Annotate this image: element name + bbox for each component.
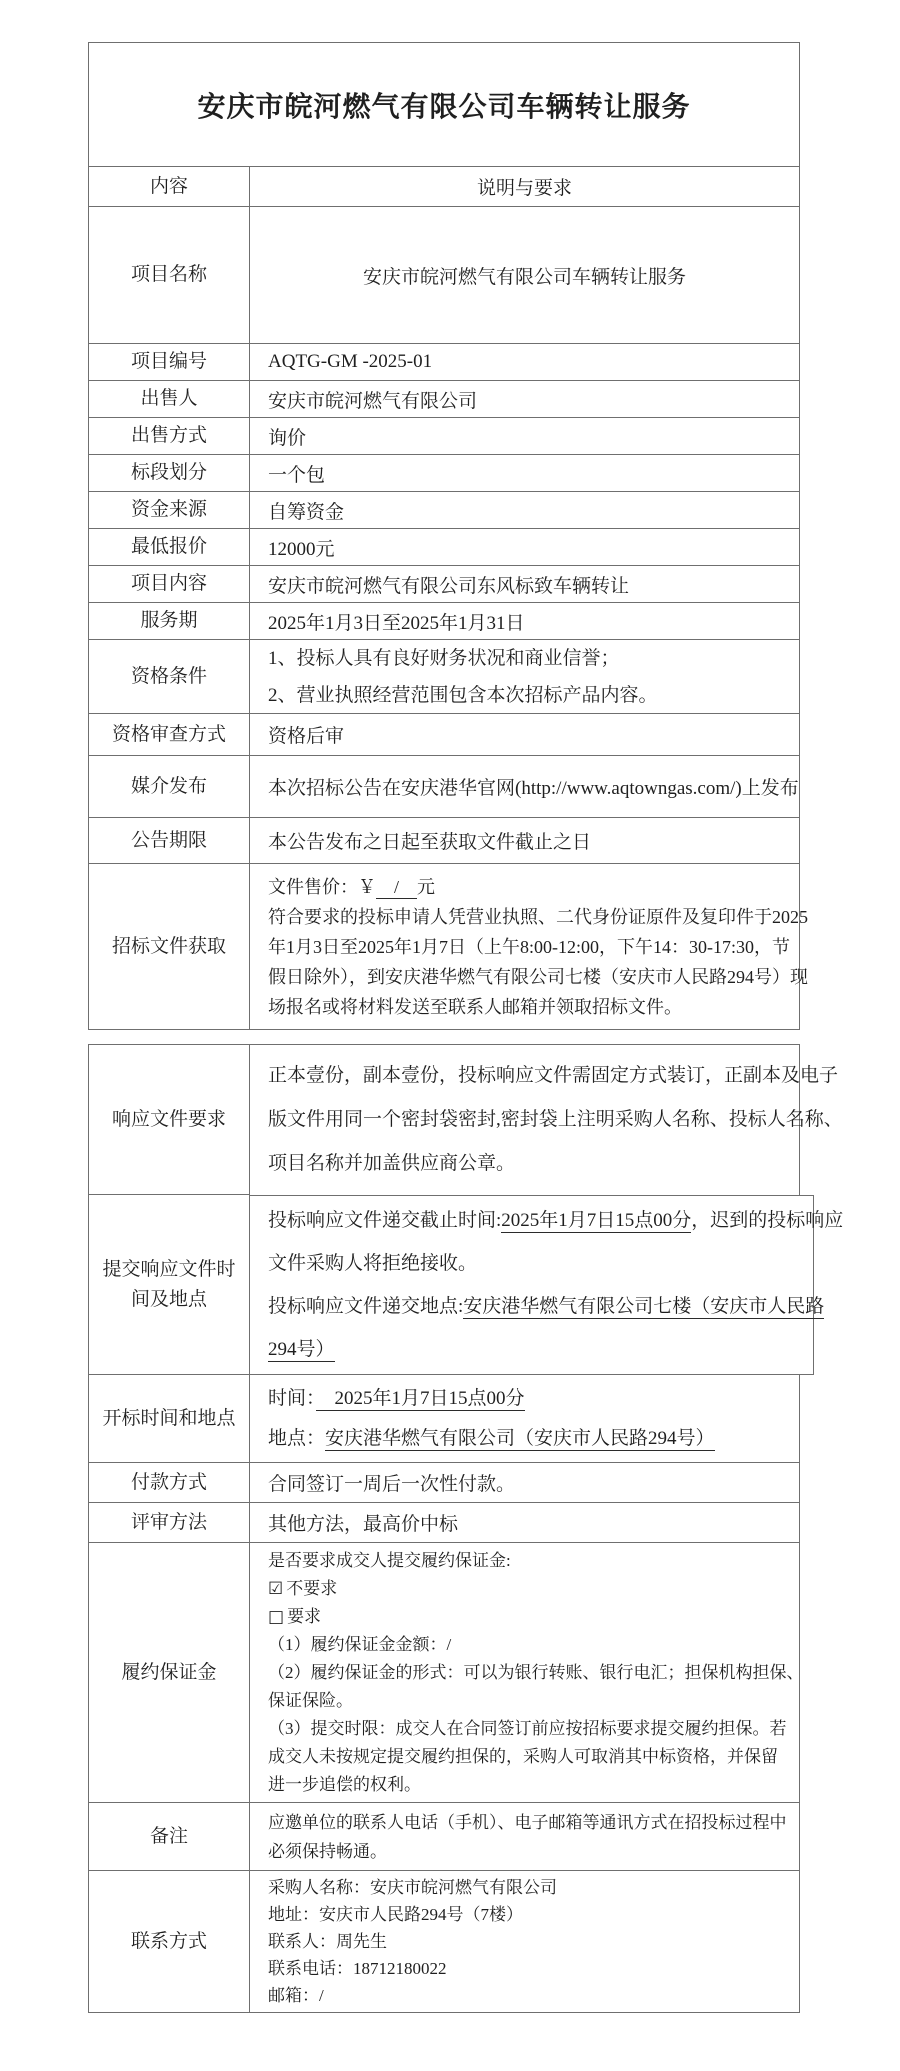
content-line <box>268 460 787 487</box>
line-text: 地址：安庆市人民路294号（7楼） <box>268 1905 523 1924</box>
content-line <box>268 1603 787 1631</box>
row-content <box>250 864 808 1030</box>
row-label: 评审方法 <box>89 1503 250 1543</box>
line-text: 合同签订一周后一次性付款。 <box>268 1474 516 1495</box>
underlined-text: / <box>376 876 418 897</box>
content-line <box>268 1419 787 1459</box>
content-line <box>363 262 686 289</box>
table-row <box>89 818 800 864</box>
content-line <box>268 1874 787 1901</box>
line-text: 场报名或将材料发送至联系人邮箱并领取招标文件。 <box>268 996 682 1017</box>
row-content <box>250 640 800 714</box>
content-line <box>268 1509 787 1536</box>
row-label: 项目内容 <box>89 566 250 603</box>
line-text: 安庆市皖河燃气有限公司车辆转让服务 <box>362 266 686 288</box>
line-text: 不要求 <box>286 1578 338 1598</box>
row-content <box>250 818 800 864</box>
row-label: 提交响应文件时间及地点 <box>89 1195 250 1375</box>
line-text: 符合要求的投标申请人凭营业执照、二代身份证原件及复印件于2025 <box>268 906 808 927</box>
content-line <box>268 1982 787 2009</box>
content-line <box>268 932 790 962</box>
content-line <box>268 1659 804 1687</box>
table-row <box>89 492 800 529</box>
line-text: （1）履约保证金金额：/ <box>268 1634 452 1654</box>
line-text: 本次招标公告在安庆港华官网(http://www.aqtowngas.com/)上发布 <box>268 778 799 799</box>
empty-box-icon: □ <box>268 1606 285 1627</box>
row-content <box>250 455 800 492</box>
table-row <box>89 756 800 818</box>
content-line <box>268 571 787 598</box>
line-text: 联系电话：18712180022 <box>268 1959 447 1978</box>
row-content <box>250 1803 800 1871</box>
row-label: 响应文件要求 <box>89 1045 250 1195</box>
underlined-text: 294号） <box>268 1339 335 1360</box>
line-text: 投标响应文件递交截止时间: <box>268 1210 502 1231</box>
content-line <box>268 386 787 413</box>
line-text: 应邀单位的联系人电话（手机）、电子邮箱等通讯方式在招投标过程中 <box>268 1812 787 1832</box>
content-line <box>268 1928 787 1955</box>
line-text: 文件售价：￥ <box>268 876 376 897</box>
underlined-text: 安庆港华燃气有限公司七楼（安庆市人民路 <box>463 1296 825 1317</box>
content-line <box>268 351 787 373</box>
line-text: 地点： <box>268 1427 326 1449</box>
line-text: 12000元 <box>268 538 335 560</box>
content-line <box>268 1771 787 1799</box>
line-text: 是否要求成交人提交履约保证金: <box>268 1550 511 1570</box>
underlined-text: 2025年1月7日15点00分 <box>315 1387 525 1409</box>
line-text: 说明与要求 <box>476 178 572 199</box>
row-label: 备注 <box>89 1803 250 1871</box>
table-row <box>89 1871 800 2013</box>
table-row <box>89 529 800 566</box>
line-text: 要求 <box>287 1606 322 1626</box>
line-text: 时间： <box>268 1387 316 1409</box>
row-label: 招标文件获取 <box>89 864 250 1030</box>
row-content <box>250 756 800 818</box>
table-row <box>89 864 808 1030</box>
content-line <box>268 534 787 561</box>
table-row <box>89 167 800 207</box>
content-line <box>268 677 787 714</box>
content-line <box>268 1199 844 1242</box>
line-text: 资格后审 <box>268 726 345 747</box>
content-line <box>268 962 808 992</box>
row-content <box>250 1871 800 2013</box>
line-text: 联系人：周先生 <box>268 1932 387 1951</box>
line-text: 必须保持畅通。 <box>268 1841 387 1861</box>
line-text: 版文件用同一个密封袋密封,密封袋上注明采购人名称、投标人名称、 <box>268 1109 843 1130</box>
content-line <box>268 1469 787 1496</box>
row-label: 最低报价 <box>89 529 250 566</box>
row-label: 出售方式 <box>89 418 250 455</box>
table-row <box>89 640 800 714</box>
line-text: 其他方法，最高价中标 <box>268 1514 459 1535</box>
content-line <box>268 1837 787 1866</box>
table-row <box>89 344 800 381</box>
row-label: 资金来源 <box>89 492 250 529</box>
content-line <box>268 1328 801 1371</box>
line-text: 一个包 <box>268 464 326 486</box>
row-content <box>250 344 800 381</box>
row-label: 项目名称 <box>89 207 250 344</box>
content-line <box>477 173 572 200</box>
row-content <box>250 714 800 756</box>
content-line <box>268 497 787 524</box>
line-text: 投标响应文件递交地点: <box>268 1296 464 1317</box>
table-row <box>89 603 800 640</box>
content-line <box>268 1054 839 1098</box>
row-label: 服务期 <box>89 603 250 640</box>
line-text: 邮箱：/ <box>268 1986 324 2005</box>
content-line <box>268 1575 787 1603</box>
content-line <box>268 1547 787 1575</box>
row-content <box>250 1195 844 1375</box>
table-row <box>89 1543 804 1803</box>
row-label: 资格审查方式 <box>89 714 250 756</box>
table-row <box>89 1045 843 1195</box>
table-row <box>89 1463 800 1503</box>
content-line <box>268 640 787 677</box>
row-content <box>250 1503 800 1543</box>
line-text: 年1月3日至2025年1月7日（上午8:00-12:00，下午14：30-17:30，节 <box>268 936 790 957</box>
line-text: 项目名称并加盖供应商公章。 <box>268 1153 516 1174</box>
content-line <box>268 902 808 932</box>
line-text: （2）履约保证金的形式：可以为银行转账、银行电汇；担保机构担保、 <box>268 1662 804 1682</box>
content-line <box>268 1808 787 1837</box>
row-label: 资格条件 <box>89 640 250 714</box>
content-line <box>268 1242 801 1285</box>
line-text: 本公告发布之日起至获取文件截止之日 <box>268 832 592 853</box>
row-label: 媒介发布 <box>89 756 250 818</box>
line-text: 安庆市皖河燃气有限公司 <box>268 390 478 412</box>
line-text: 进一步追偿的权利。 <box>268 1774 421 1794</box>
row-label: 履约保证金 <box>89 1543 250 1803</box>
content-line <box>268 1285 825 1328</box>
tender-notice-table-1 <box>88 42 808 1030</box>
content-line <box>268 1743 787 1771</box>
line-text: 文件采购人将拒绝接收。 <box>268 1253 478 1274</box>
tender-notice-table-2 <box>88 1044 844 2013</box>
row-label: 公告期限 <box>89 818 250 864</box>
row-label: 付款方式 <box>89 1463 250 1503</box>
row-content <box>250 603 800 640</box>
row-content <box>250 167 800 207</box>
line-text: 采购人名称：安庆市皖河燃气有限公司 <box>268 1878 557 1897</box>
content-line <box>268 1098 843 1142</box>
content-line <box>268 992 787 1022</box>
table-row <box>89 207 800 344</box>
table-row <box>89 418 800 455</box>
row-content <box>250 529 800 566</box>
row-label: 联系方式 <box>89 1871 250 2013</box>
content-line <box>268 1142 787 1186</box>
line-text: ，迟到的投标响应 <box>691 1210 844 1231</box>
row-content <box>250 381 800 418</box>
row-label: 开标时间和地点 <box>89 1375 250 1463</box>
content-line <box>268 1687 787 1715</box>
row-content <box>250 207 800 344</box>
row-content <box>250 1045 843 1195</box>
line-text: 2、营业执照经营范围包含本次招标产品内容。 <box>268 684 658 706</box>
content-line <box>268 1379 787 1419</box>
underlined-text: 2025年1月7日15点00分 <box>501 1210 692 1231</box>
line-text: 保证保险。 <box>268 1690 353 1710</box>
row-content <box>250 1463 800 1503</box>
table-row <box>89 1503 800 1543</box>
row-label: 出售人 <box>89 381 250 418</box>
line-text: 假日除外），到安庆港华燃气有限公司七楼（安庆市人民路294号）现 <box>268 966 808 987</box>
line-text: 2025年1月3日至2025年1月31日 <box>268 612 525 634</box>
content-line <box>268 827 787 854</box>
content-line <box>268 773 799 800</box>
line-text: 1、投标人具有良好财务状况和商业信誉； <box>268 647 620 669</box>
line-text: 成交人未按规定提交履约担保的，采购人可取消其中标资格，并保留 <box>268 1746 778 1766</box>
row-content <box>250 1543 804 1803</box>
row-content <box>250 566 800 603</box>
table-row <box>89 381 800 418</box>
row-content <box>250 418 800 455</box>
content-line <box>268 1715 787 1743</box>
content-line <box>268 1901 787 1928</box>
content-line <box>268 1955 787 1982</box>
line-text: （3）提交时限：成交人在合同签订前应按招标要求提交履约担保。若 <box>268 1718 787 1738</box>
line-text: 询价 <box>268 427 307 449</box>
row-content <box>250 1375 800 1463</box>
table-row <box>89 455 800 492</box>
table-row <box>89 1195 844 1375</box>
line-text: 安庆市皖河燃气有限公司东风标致车辆转让 <box>268 575 630 597</box>
table-row <box>89 714 800 756</box>
content-line <box>268 1631 787 1659</box>
row-content <box>250 492 800 529</box>
row-label: 标段划分 <box>89 455 250 492</box>
line-text: 正本壹份，副本壹份，投标响应文件需固定方式装订，正副本及电子 <box>268 1065 839 1086</box>
checked-box-icon: ☑ <box>268 1578 284 1599</box>
table-row <box>89 566 800 603</box>
content-line <box>268 872 787 902</box>
row-label: 项目编号 <box>89 344 250 381</box>
line-text: 元 <box>417 876 436 897</box>
line-text: 自筹资金 <box>268 501 345 523</box>
content-line <box>268 608 787 635</box>
underlined-text: 安庆港华燃气有限公司（安庆市人民路294号） <box>325 1427 715 1449</box>
table-row <box>89 1375 800 1463</box>
table-1-rows <box>89 167 808 1030</box>
table-row <box>89 1803 800 1871</box>
content-line <box>268 721 787 748</box>
content-line <box>268 423 787 450</box>
line-text: AQTG-GM -2025-01 <box>268 351 433 372</box>
doc-title: 安庆市皖河燃气有限公司车辆转让服务 <box>89 43 800 167</box>
row-label: 内容 <box>89 167 250 207</box>
